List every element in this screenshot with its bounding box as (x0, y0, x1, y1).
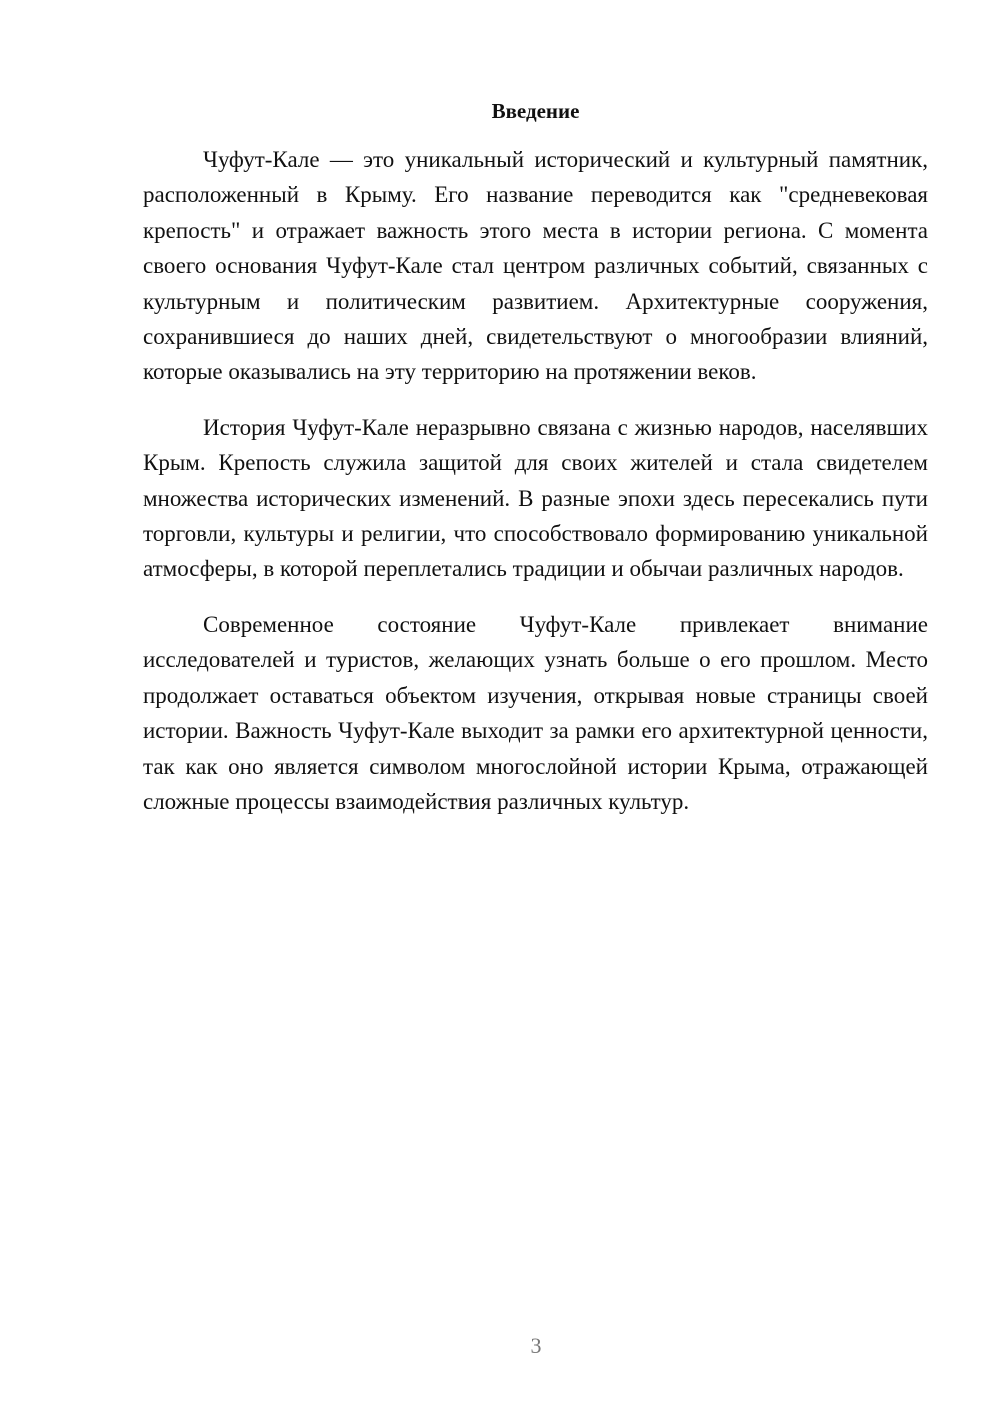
page-number: 3 (530, 1333, 542, 1358)
body-text (143, 142, 928, 839)
paragraph-1: Чуфут-Кале — это уникальный исторический и культурный памятник, расположенный в Крыму. Его название переводится как "средневековая крепость" и отражает важность этого места в истории региона. С момента своего основания Чуфут-Кале стал центром различных событий, связанных с культурным и политическим развитием. Архитектурные сооружения, сохранившиеся до наших дней, свидетельствуют о многообразии влияний, которые оказывались на эту территорию на протяжении веков. (143, 147, 928, 385)
paragraph-3: Современное состояние Чуфут-Кале привлекает внимание исследователей и туристов, желающих узнать больше о его прошлом. Место продолжает оставаться объектом изучения, открывая новые страницы своей истории. Важность Чуфут-Кале выходит за рамки его архитектурной ценности, так как оно является символом многослойной истории Крыма, отражающей сложные процессы взаимодействия различных культур. (143, 611, 928, 814)
paragraph-2: История Чуфут-Кале неразрывно связана с жизнью народов, населявших Крым. Крепость служила защитой для своих жителей и стала свидетелем множества исторических изменений. В разные эпохи здесь пересекались пути торговли, культуры и религии, что способствовало формированию уникальной атмосферы, в которой переплетались традиции и обычаи различных народов. (143, 414, 928, 582)
page-title: Введение (491, 99, 580, 123)
